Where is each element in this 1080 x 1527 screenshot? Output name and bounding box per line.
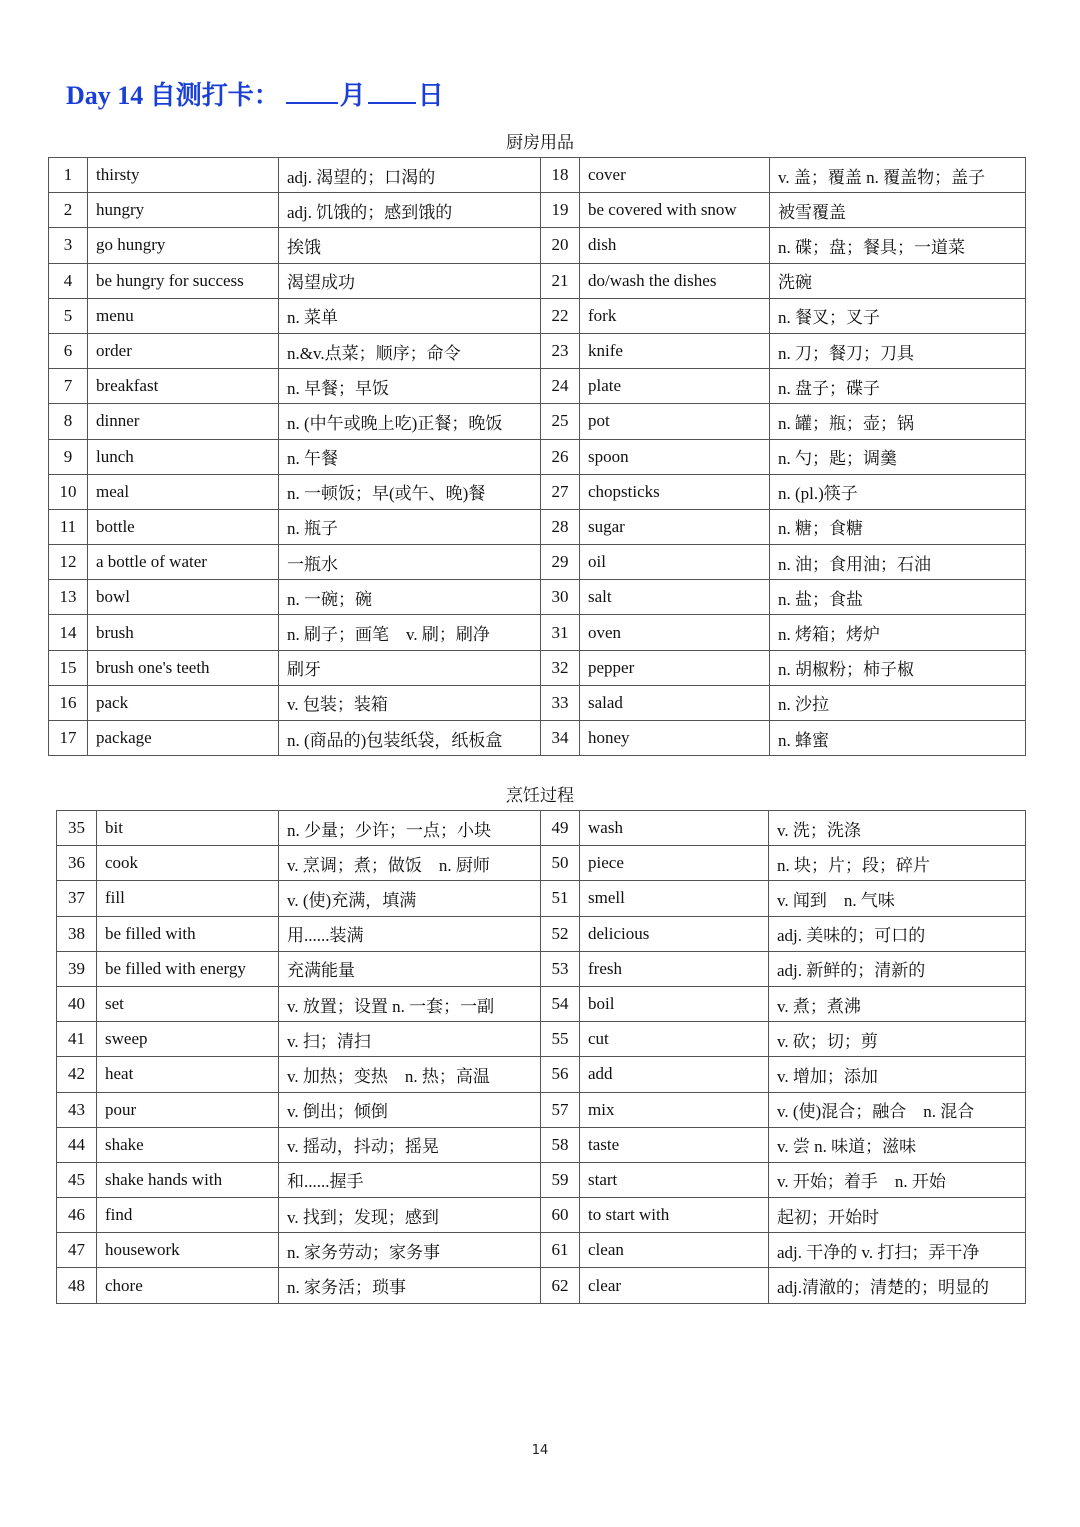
- entry-number: 37: [57, 881, 97, 916]
- entry-number: 28: [541, 509, 580, 544]
- page-heading: [66, 76, 444, 116]
- entry-word: mix: [580, 1092, 769, 1127]
- page-number: 14: [531, 1443, 549, 1458]
- entry-meaning: 被雪覆盖: [770, 193, 1026, 228]
- table-row: [49, 580, 1026, 615]
- entry-number: 12: [49, 545, 88, 580]
- entry-meaning: v. 找到；发现；感到: [279, 1198, 541, 1233]
- entry-number: 30: [541, 580, 580, 615]
- table-row: [49, 158, 1026, 193]
- entry-number: 9: [49, 439, 88, 474]
- entry-number: 24: [541, 369, 580, 404]
- entry-word: thirsty: [88, 158, 279, 193]
- entry-meaning: v. 加热；变热 n. 热；高温: [279, 1057, 541, 1092]
- entry-number: 13: [49, 580, 88, 615]
- entry-number: 46: [57, 1198, 97, 1233]
- entry-meaning: n. (中午或晚上吃)正餐；晚饭: [279, 404, 541, 439]
- entry-meaning: 洗碗: [770, 263, 1026, 298]
- entry-number: 57: [541, 1092, 580, 1127]
- entry-word: heat: [97, 1057, 279, 1092]
- table-row: [49, 615, 1026, 650]
- entry-word: do/wash the dishes: [580, 263, 770, 298]
- entry-number: 33: [541, 685, 580, 720]
- entry-number: 31: [541, 615, 580, 650]
- entry-number: 53: [541, 951, 580, 986]
- entry-number: 44: [57, 1127, 97, 1162]
- entry-meaning: v. 尝 n. 味道；滋味: [769, 1127, 1026, 1162]
- table-row: [49, 263, 1026, 298]
- entry-meaning: n. 块；片；段；碎片: [769, 846, 1026, 881]
- entry-meaning: v. 盖；覆盖 n. 覆盖物；盖子: [770, 158, 1026, 193]
- table-row: [49, 509, 1026, 544]
- entry-word: dinner: [88, 404, 279, 439]
- table-row: [57, 951, 1026, 986]
- entry-number: 56: [541, 1057, 580, 1092]
- entry-number: 22: [541, 298, 580, 333]
- entry-number: 26: [541, 439, 580, 474]
- table-row: [49, 333, 1026, 368]
- entry-word: be covered with snow: [580, 193, 770, 228]
- entry-number: 39: [57, 951, 97, 986]
- entry-word: package: [88, 721, 279, 756]
- vocab-table-cooking: [56, 810, 1026, 1304]
- section-title-cooking: 烹饪过程: [506, 786, 574, 806]
- entry-word: clean: [580, 1233, 769, 1268]
- entry-meaning: n. 家务活；琐事: [279, 1268, 541, 1303]
- entry-number: 43: [57, 1092, 97, 1127]
- entry-word: chopsticks: [580, 474, 770, 509]
- entry-word: order: [88, 333, 279, 368]
- table-row: [49, 545, 1026, 580]
- entry-number: 14: [49, 615, 88, 650]
- entry-word: salad: [580, 685, 770, 720]
- table-row: [57, 1057, 1026, 1092]
- entry-word: oil: [580, 545, 770, 580]
- table-row: [57, 1092, 1026, 1127]
- table-row: [57, 811, 1026, 846]
- table-row: [49, 193, 1026, 228]
- entry-word: oven: [580, 615, 770, 650]
- entry-number: 10: [49, 474, 88, 509]
- entry-meaning: n. 一顿饭；早(或午、晚)餐: [279, 474, 541, 509]
- entry-meaning: adj. 饥饿的；感到饿的: [279, 193, 541, 228]
- entry-word: bottle: [88, 509, 279, 544]
- entry-word: fill: [97, 881, 279, 916]
- table-row: [49, 650, 1026, 685]
- day-blank: [368, 76, 416, 104]
- entry-number: 61: [541, 1233, 580, 1268]
- entry-word: fork: [580, 298, 770, 333]
- table-row: [57, 881, 1026, 916]
- entry-meaning: n. 瓶子: [279, 509, 541, 544]
- entry-meaning: n. 家务劳动；家务事: [279, 1233, 541, 1268]
- entry-number: 8: [49, 404, 88, 439]
- entry-meaning: v. 开始；着手 n. 开始: [769, 1162, 1026, 1197]
- table-row: [49, 439, 1026, 474]
- entry-word: pack: [88, 685, 279, 720]
- entry-word: pour: [97, 1092, 279, 1127]
- entry-meaning: v. 包装；装箱: [279, 685, 541, 720]
- heading-prefix: Day 14 自测打卡：: [66, 81, 280, 110]
- heading-month: 月: [339, 81, 366, 110]
- entry-number: 1: [49, 158, 88, 193]
- entry-word: chore: [97, 1268, 279, 1303]
- entry-word: housework: [97, 1233, 279, 1268]
- entry-number: 40: [57, 986, 97, 1021]
- entry-meaning: n. 餐叉；叉子: [770, 298, 1026, 333]
- entry-word: plate: [580, 369, 770, 404]
- table-row: [49, 685, 1026, 720]
- entry-word: clear: [580, 1268, 769, 1303]
- section-title-kitchen: 厨房用品: [506, 133, 574, 153]
- entry-word: bit: [97, 811, 279, 846]
- entry-meaning: n. 蜂蜜: [770, 721, 1026, 756]
- entry-meaning: n. 盘子；碟子: [770, 369, 1026, 404]
- entry-number: 59: [541, 1162, 580, 1197]
- entry-word: shake: [97, 1127, 279, 1162]
- entry-meaning: n. 早餐；早饭: [279, 369, 541, 404]
- entry-word: sugar: [580, 509, 770, 544]
- entry-meaning: n.&v.点菜；顺序；命令: [279, 333, 541, 368]
- entry-meaning: 刷牙: [279, 650, 541, 685]
- entry-word: go hungry: [88, 228, 279, 263]
- table-row: [49, 298, 1026, 333]
- entry-word: find: [97, 1198, 279, 1233]
- entry-number: 20: [541, 228, 580, 263]
- entry-word: salt: [580, 580, 770, 615]
- entry-meaning: adj. 渴望的；口渴的: [279, 158, 541, 193]
- entry-number: 27: [541, 474, 580, 509]
- entry-number: 29: [541, 545, 580, 580]
- entry-meaning: 挨饿: [279, 228, 541, 263]
- entry-word: menu: [88, 298, 279, 333]
- entry-meaning: n. 胡椒粉；柿子椒: [770, 650, 1026, 685]
- entry-word: meal: [88, 474, 279, 509]
- entry-number: 5: [49, 298, 88, 333]
- entry-word: a bottle of water: [88, 545, 279, 580]
- entry-meaning: adj. 干净的 v. 打扫；弄干净: [769, 1233, 1026, 1268]
- entry-word: lunch: [88, 439, 279, 474]
- entry-number: 62: [541, 1268, 580, 1303]
- entry-meaning: adj. 新鲜的；清新的: [769, 951, 1026, 986]
- entry-number: 47: [57, 1233, 97, 1268]
- entry-number: 49: [541, 811, 580, 846]
- entry-number: 41: [57, 1022, 97, 1057]
- entry-word: dish: [580, 228, 770, 263]
- table-row: [49, 228, 1026, 263]
- entry-meaning: v. 倒出；倾倒: [279, 1092, 541, 1127]
- entry-meaning: n. 碟；盘；餐具；一道菜: [770, 228, 1026, 263]
- entry-word: brush one's teeth: [88, 650, 279, 685]
- entry-number: 4: [49, 263, 88, 298]
- entry-meaning: n. 刷子；画笔 v. 刷；刷净: [279, 615, 541, 650]
- entry-number: 2: [49, 193, 88, 228]
- entry-meaning: 渴望成功: [279, 263, 541, 298]
- entry-number: 32: [541, 650, 580, 685]
- entry-number: 50: [541, 846, 580, 881]
- entry-number: 35: [57, 811, 97, 846]
- entry-word: knife: [580, 333, 770, 368]
- entry-meaning: n. 盐；食盐: [770, 580, 1026, 615]
- entry-number: 16: [49, 685, 88, 720]
- table-row: [49, 369, 1026, 404]
- table-row: [49, 404, 1026, 439]
- table-row: [57, 1198, 1026, 1233]
- table-row: [57, 916, 1026, 951]
- entry-meaning: n. 糖；食糖: [770, 509, 1026, 544]
- entry-number: 19: [541, 193, 580, 228]
- entry-number: 36: [57, 846, 97, 881]
- entry-meaning: 充满能量: [279, 951, 541, 986]
- entry-number: 48: [57, 1268, 97, 1303]
- entry-number: 18: [541, 158, 580, 193]
- entry-meaning: n. (pl.)筷子: [770, 474, 1026, 509]
- entry-word: start: [580, 1162, 769, 1197]
- entry-word: brush: [88, 615, 279, 650]
- entry-number: 6: [49, 333, 88, 368]
- entry-meaning: 一瓶水: [279, 545, 541, 580]
- entry-word: fresh: [580, 951, 769, 986]
- entry-word: breakfast: [88, 369, 279, 404]
- entry-word: hungry: [88, 193, 279, 228]
- entry-word: boil: [580, 986, 769, 1021]
- entry-meaning: n. 沙拉: [770, 685, 1026, 720]
- entry-meaning: v. 扫；清扫: [279, 1022, 541, 1057]
- entry-meaning: n. 一碗；碗: [279, 580, 541, 615]
- table-row: [57, 1268, 1026, 1303]
- table-row: [57, 1162, 1026, 1197]
- table-row: [57, 846, 1026, 881]
- entry-meaning: v. 增加；添加: [769, 1057, 1026, 1092]
- entry-meaning: n. 勺；匙；调羹: [770, 439, 1026, 474]
- entry-number: 51: [541, 881, 580, 916]
- vocab-table-kitchen: [48, 157, 1026, 756]
- entry-meaning: n. 烤箱；烤炉: [770, 615, 1026, 650]
- table-row: [57, 1233, 1026, 1268]
- entry-number: 38: [57, 916, 97, 951]
- entry-word: pepper: [580, 650, 770, 685]
- entry-meaning: v. 摇动，抖动；摇晃: [279, 1127, 541, 1162]
- entry-word: wash: [580, 811, 769, 846]
- entry-number: 17: [49, 721, 88, 756]
- entry-number: 7: [49, 369, 88, 404]
- entry-meaning: v. 砍；切；剪: [769, 1022, 1026, 1057]
- entry-meaning: n. 罐；瓶；壶；锅: [770, 404, 1026, 439]
- entry-number: 21: [541, 263, 580, 298]
- entry-meaning: n. 刀；餐刀；刀具: [770, 333, 1026, 368]
- entry-word: shake hands with: [97, 1162, 279, 1197]
- entry-word: cut: [580, 1022, 769, 1057]
- entry-word: bowl: [88, 580, 279, 615]
- entry-word: cover: [580, 158, 770, 193]
- entry-number: 55: [541, 1022, 580, 1057]
- entry-number: 3: [49, 228, 88, 263]
- entry-word: be filled with: [97, 916, 279, 951]
- entry-number: 58: [541, 1127, 580, 1162]
- entry-meaning: adj.清澈的；清楚的；明显的: [769, 1268, 1026, 1303]
- entry-meaning: n. 少量；少许；一点；小块: [279, 811, 541, 846]
- entry-number: 23: [541, 333, 580, 368]
- entry-meaning: v. 放置；设置 n. 一套；一副: [279, 986, 541, 1021]
- entry-meaning: n. 午餐: [279, 439, 541, 474]
- entry-word: to start with: [580, 1198, 769, 1233]
- table-row: [49, 474, 1026, 509]
- entry-number: 52: [541, 916, 580, 951]
- table-row: [49, 721, 1026, 756]
- entry-number: 60: [541, 1198, 580, 1233]
- entry-meaning: v. 烹调；煮；做饭 n. 厨师: [279, 846, 541, 881]
- entry-word: piece: [580, 846, 769, 881]
- table-row: [57, 1127, 1026, 1162]
- entry-meaning: v. 煮；煮沸: [769, 986, 1026, 1021]
- entry-word: smell: [580, 881, 769, 916]
- entry-meaning: n. 菜单: [279, 298, 541, 333]
- entry-word: delicious: [580, 916, 769, 951]
- entry-meaning: v. (使)混合；融合 n. 混合: [769, 1092, 1026, 1127]
- entry-meaning: n. 油；食用油；石油: [770, 545, 1026, 580]
- entry-number: 11: [49, 509, 88, 544]
- entry-meaning: 用......装满: [279, 916, 541, 951]
- entry-word: cook: [97, 846, 279, 881]
- entry-meaning: v. 闻到 n. 气味: [769, 881, 1026, 916]
- entry-word: taste: [580, 1127, 769, 1162]
- entry-word: set: [97, 986, 279, 1021]
- entry-meaning: 起初；开始时: [769, 1198, 1026, 1233]
- month-blank: [286, 76, 338, 104]
- entry-word: sweep: [97, 1022, 279, 1057]
- entry-word: pot: [580, 404, 770, 439]
- entry-word: spoon: [580, 439, 770, 474]
- entry-number: 15: [49, 650, 88, 685]
- table-row: [57, 986, 1026, 1021]
- entry-word: add: [580, 1057, 769, 1092]
- heading-day: 日: [417, 81, 444, 110]
- entry-number: 54: [541, 986, 580, 1021]
- entry-meaning: 和......握手: [279, 1162, 541, 1197]
- entry-word: be hungry for success: [88, 263, 279, 298]
- entry-meaning: adj. 美味的；可口的: [769, 916, 1026, 951]
- entry-meaning: n. (商品的)包装纸袋，纸板盒: [279, 721, 541, 756]
- entry-number: 42: [57, 1057, 97, 1092]
- entry-meaning: v. (使)充满，填满: [279, 881, 541, 916]
- entry-number: 34: [541, 721, 580, 756]
- entry-word: be filled with energy: [97, 951, 279, 986]
- entry-number: 45: [57, 1162, 97, 1197]
- table-row: [57, 1022, 1026, 1057]
- entry-number: 25: [541, 404, 580, 439]
- entry-word: honey: [580, 721, 770, 756]
- entry-meaning: v. 洗；洗涤: [769, 811, 1026, 846]
